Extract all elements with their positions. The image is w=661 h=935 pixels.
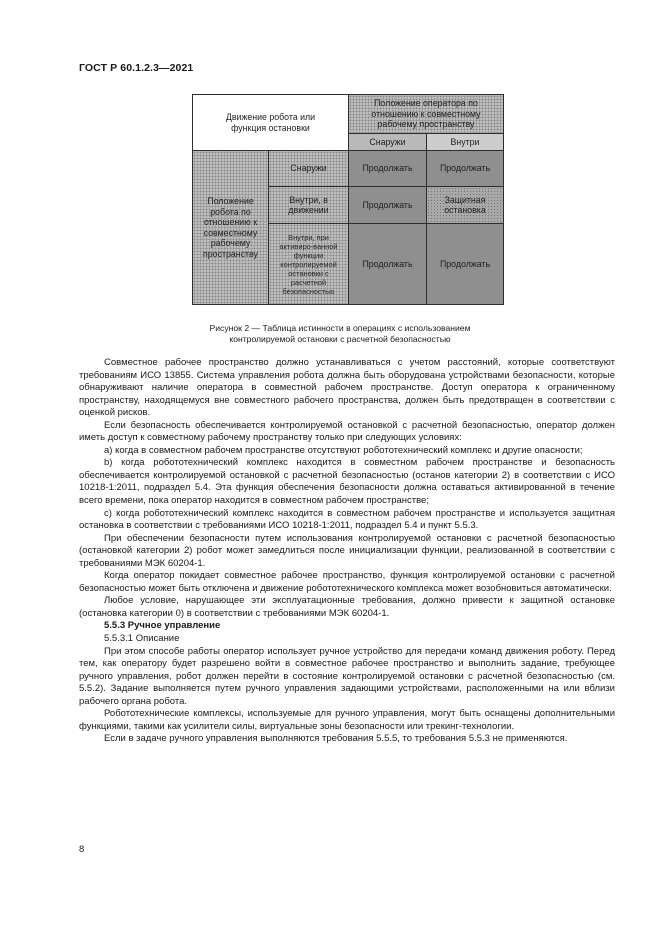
truth-value: Продолжать bbox=[439, 258, 491, 269]
page-number: 8 bbox=[79, 844, 85, 855]
truth-cell bbox=[348, 150, 427, 187]
document-code: ГОСТ Р 60.1.2.3—2021 bbox=[79, 62, 194, 74]
position-header-cell bbox=[348, 94, 504, 134]
truth-table-figure bbox=[192, 94, 504, 305]
paragraph: При этом способе работы оператор использует ручное устройство для передачи команд движения роботу. Перед тем, как оператору будет разрешено войти в совместное рабочее пространство и выполнить задание, требующее ручного управления, робот должен перейти в состояние контролируемой остановки с расчетной безопасностью (см. 5.5.2). Задание выполняется путем ручного управления задающими устройствами, расположенными на или вблизи рабочего органа робота. bbox=[79, 645, 615, 707]
truth-cell bbox=[426, 186, 504, 224]
paragraph: Если безопасность обеспечивается контролируемой остановкой с расчетной безопасностью, оператор должен иметь доступ к совместному рабочему пространству только при следующих условиях: bbox=[79, 419, 615, 444]
list-item: a) когда в совместном рабочем пространстве отсутствуют робототехнический комплекс и другие опасности; bbox=[104, 444, 583, 456]
figure-caption bbox=[140, 323, 540, 345]
truth-cell bbox=[426, 223, 504, 305]
truth-value: Продолжать bbox=[362, 258, 413, 269]
paragraph: Совместное рабочее пространство должно устанавливаться с учетом расстояний, которые соответствуют требованиям ИСО 13855. Система управления робота должна быть оборудована устройствами безопасности, которые обнаруживают наличие оператора в совместной рабочем пространстве. Доступ оператора к ограниченному пространству, находящемуся вне совместного рабочего пространства, должен быть предотвращен в соответствии с оценкой рисков. bbox=[79, 357, 615, 419]
caption-line: контролируемой остановки с расчетной безопасностью bbox=[229, 334, 451, 344]
truth-value: Защитная остановка bbox=[444, 194, 486, 215]
paragraph: Робототехнические комплексы, используемые для ручного управления, могут быть оснащены дополнительными функциями, такими как усилители силы, виртуальные зоны безопасности или трекинг-технологии. bbox=[79, 708, 615, 732]
col-outside-label: Снаружи bbox=[369, 136, 406, 147]
truth-cell bbox=[348, 186, 427, 224]
row-label-cell bbox=[268, 223, 349, 305]
subsection-heading: 5.5.3.1 Описание bbox=[104, 633, 180, 645]
list-item: c) когда робототехнический комплекс находится в совместном рабочем пространстве и используется защитная остановка в соответствии с требованиями ИСО 10218-1:2011, подраздел 5.4 и пункт 5.5.3. bbox=[79, 507, 615, 532]
section-heading: 5.5.3 Ручное управление bbox=[104, 620, 221, 632]
list-item: b) когда робототехнический комплекс находится в совместном рабочем пространстве и безопасность обеспечивается контролируемой остановкой с расчетной безопасностью (останов категории 2) в соответствии с ИСО 10218-1:2011, подраздел 5.4. Эта функция обеспечения безопасности должна оставаться активированной в течение всего времени, пока оператор находится в совместном рабочем пространстве; bbox=[79, 457, 615, 507]
truth-value: Продолжать bbox=[439, 163, 491, 174]
row-label: Внутри, при активиро-ванной функции контролируемой остановки с расчетной безопасностью bbox=[279, 232, 338, 296]
row-label-cell bbox=[268, 150, 349, 187]
caption-line: Рисунок 2 — Таблица истинности в операциях с использованием bbox=[209, 323, 471, 333]
position-header-label: Положение оператора по отношению к совместному рабочему пространству bbox=[371, 98, 481, 130]
paragraph: При обеспечении безопасности путем использования контролируемой остановки с расчетной безопасностью (остановкой категории 2) робот может замедлиться после инициализации функции, реализованной в соответствии с требованиями МЭК 60204-1. bbox=[79, 532, 615, 569]
truth-value: Продолжать bbox=[362, 199, 413, 210]
truth-value: Продолжать bbox=[362, 163, 413, 174]
row-group-label: Положение робота по отношению к совместному рабочему пространству bbox=[203, 196, 258, 259]
row-group-cell bbox=[192, 150, 269, 305]
col-outside-cell bbox=[348, 133, 427, 151]
paragraph: Когда оператор покидает совместное рабочее пространство, функция контролируемой остановки с расчетной безопасностью может быть отключена и движение робототехнического комплекса может возобновиться автоматически. bbox=[79, 570, 615, 594]
truth-cell bbox=[426, 150, 504, 187]
corner-cell bbox=[192, 94, 349, 151]
row-label-cell bbox=[268, 186, 349, 224]
col-inside-cell bbox=[426, 133, 504, 151]
body-text bbox=[79, 357, 615, 746]
paragraph: Если в задаче ручного управления выполняются требования 5.5.5, то требования 5.5.3 не применяются. bbox=[104, 733, 568, 745]
corner-label: Движение робота или функция остановки bbox=[225, 112, 316, 133]
col-inside-label: Внутри bbox=[450, 136, 480, 147]
row-label: Снаружи bbox=[290, 163, 327, 174]
truth-cell bbox=[348, 223, 427, 305]
row-label: Внутри, в движении bbox=[288, 194, 329, 215]
paragraph: Любое условие, нарушающее эти эксплуатационные требования, должно привести к защитной остановке (остановка категории 0) в соответствии с требованиями МЭК 60204-1. bbox=[79, 595, 615, 619]
